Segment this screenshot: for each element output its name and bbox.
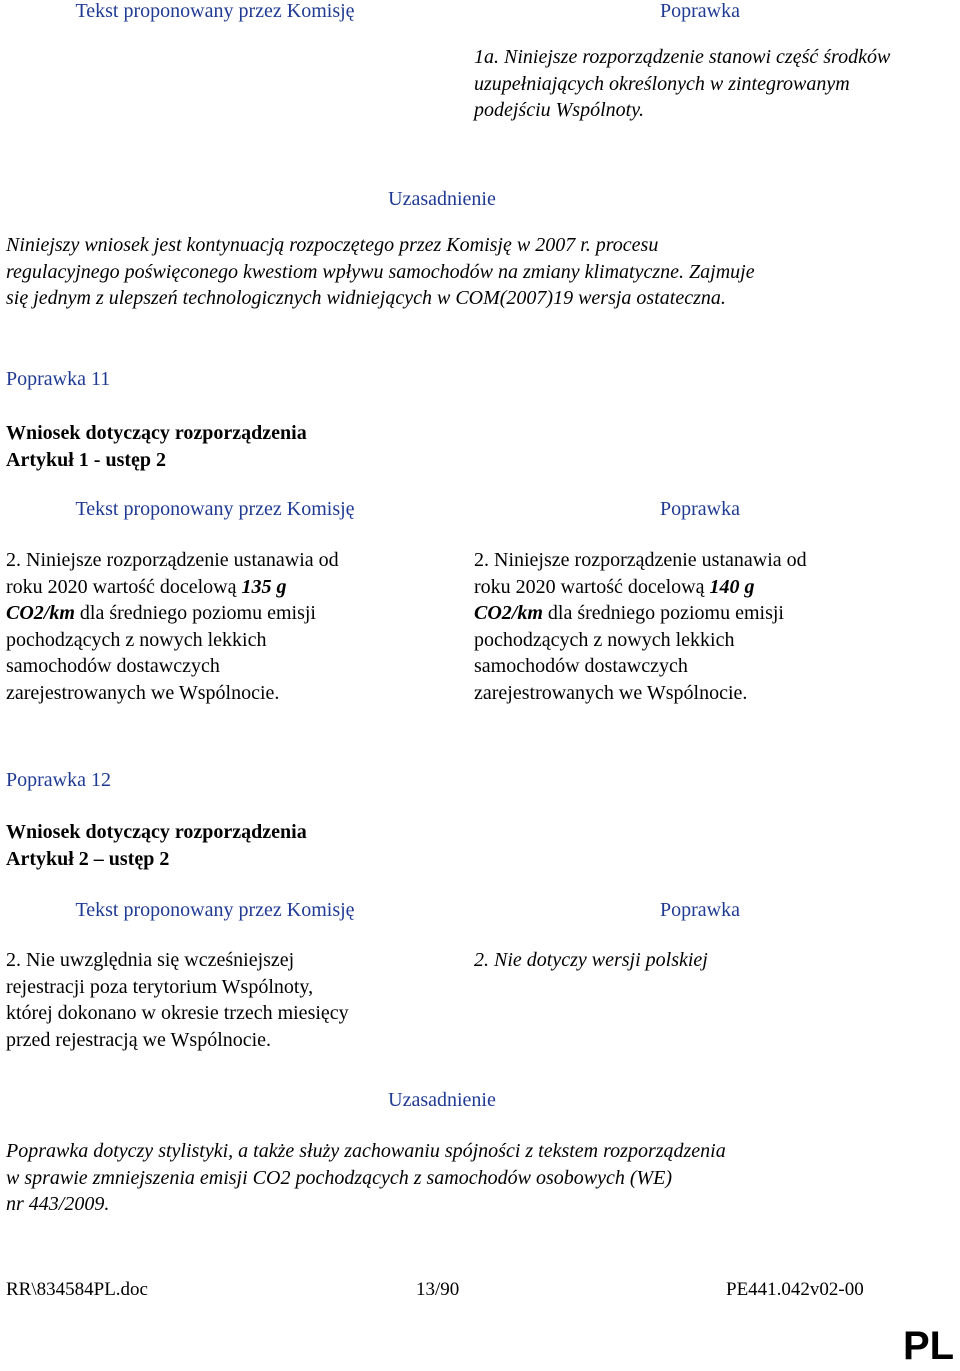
text-line: której dokonano w okresie trzech miesięcy (6, 1002, 349, 1024)
highlighted-unit: CO2/km (474, 602, 543, 624)
text-span: roku 2020 wartość docelową (474, 575, 710, 598)
justification-line: Poprawka dotyczy stylistyki, a także służy zachowaniu spójności z tekstem rozporządzenia (6, 1140, 726, 1162)
amendment-text (474, 547, 934, 706)
column-header-amendment: Poprawka (660, 498, 740, 520)
commission-text (6, 547, 446, 706)
highlighted-unit: CO2/km (6, 602, 75, 624)
text-line (6, 600, 446, 627)
text-line: 2. Niniejsze rozporządzenie ustanawia od (6, 549, 339, 571)
text-span: roku 2020 wartość docelową (6, 575, 242, 598)
text-line: rejestracji poza terytorium Wspólnoty, (6, 975, 314, 998)
text-span: dla średniego poziomu emisji (542, 602, 784, 624)
language-code: PL (903, 1324, 955, 1368)
article-label: Artykuł 2 – ustęp 2 (6, 848, 170, 870)
text-line: samochodów dostawczych (6, 655, 220, 677)
column-header-amendment: Poprawka (660, 0, 740, 22)
document-reference: PE441.042v02-00 (726, 1279, 864, 1300)
text-line: samochodów dostawczych (474, 655, 688, 677)
text-line: pochodzących z nowych lekkich (474, 628, 735, 651)
text-span: dla średniego poziomu emisji (74, 602, 316, 624)
column-header-commission: Tekst proponowany przez Komisję (75, 0, 355, 22)
justification-line: nr 443/2009. (6, 1193, 110, 1215)
amendment-title: Poprawka 11 (6, 368, 111, 390)
text-line (474, 600, 934, 627)
column-header-commission: Tekst proponowany przez Komisję (75, 498, 355, 520)
page-number: 13/90 (416, 1279, 460, 1300)
text-line: zarejestrowanych we Wspólnocie. (6, 681, 280, 704)
amendment-reference (6, 420, 307, 474)
amendment-reference (6, 819, 307, 873)
highlighted-value: 135 g (241, 575, 287, 598)
text-line: pochodzących z nowych lekkich (6, 628, 267, 651)
proposal-label: Wniosek dotyczący rozporządzenia (6, 422, 307, 444)
text-line: przed rejestracją we Wspólnocie. (6, 1028, 272, 1051)
justification-line: regulacyjnego poświęconego kwestiom wpływu samochodów na zmiany klimatyczne. Zajmuje (6, 260, 755, 283)
amendment-text: 1a. Niniejsze rozporządzenie stanowi część środków uzupełniających określonych w zintegrowanym podejściu Wspólnoty. (474, 46, 891, 121)
justification-line: się jednym z ulepszeń technologicznych widniejących w COM(2007)19 wersja ostateczna. (6, 287, 726, 309)
column-header-amendment: Poprawka (660, 899, 740, 921)
justification-text (6, 232, 906, 312)
text-line (6, 574, 446, 601)
text-line (474, 574, 934, 601)
proposal-label: Wniosek dotyczący rozporządzenia (6, 821, 307, 843)
column-header-commission: Tekst proponowany przez Komisję (75, 899, 355, 921)
justification-line: Niniejszy wniosek jest kontynuacją rozpoczętego przez Komisję w 2007 r. procesu (6, 234, 659, 256)
commission-text (6, 947, 446, 1053)
justification-heading: Uzasadnienie (388, 1089, 496, 1111)
justification-text (6, 1138, 926, 1218)
highlighted-value: 140 g (709, 575, 755, 598)
text-line: 2. Nie uwzględnia się wcześniejszej (6, 949, 295, 971)
document-filename: RR\834584PL.doc (6, 1279, 148, 1300)
article-label: Artykuł 1 - ustęp 2 (6, 449, 167, 471)
justification-line: w sprawie zmniejszenia emisji CO2 pochodzących z samochodów osobowych (WE) (6, 1166, 673, 1189)
amendment-text (474, 947, 934, 974)
amendment-title: Poprawka 12 (6, 769, 111, 791)
text-line: 2. Nie dotyczy wersji polskiej (474, 949, 708, 971)
text-line: 2. Niniejsze rozporządzenie ustanawia od (474, 549, 807, 571)
text-line: zarejestrowanych we Wspólnocie. (474, 681, 748, 704)
justification-heading: Uzasadnienie (388, 188, 496, 210)
